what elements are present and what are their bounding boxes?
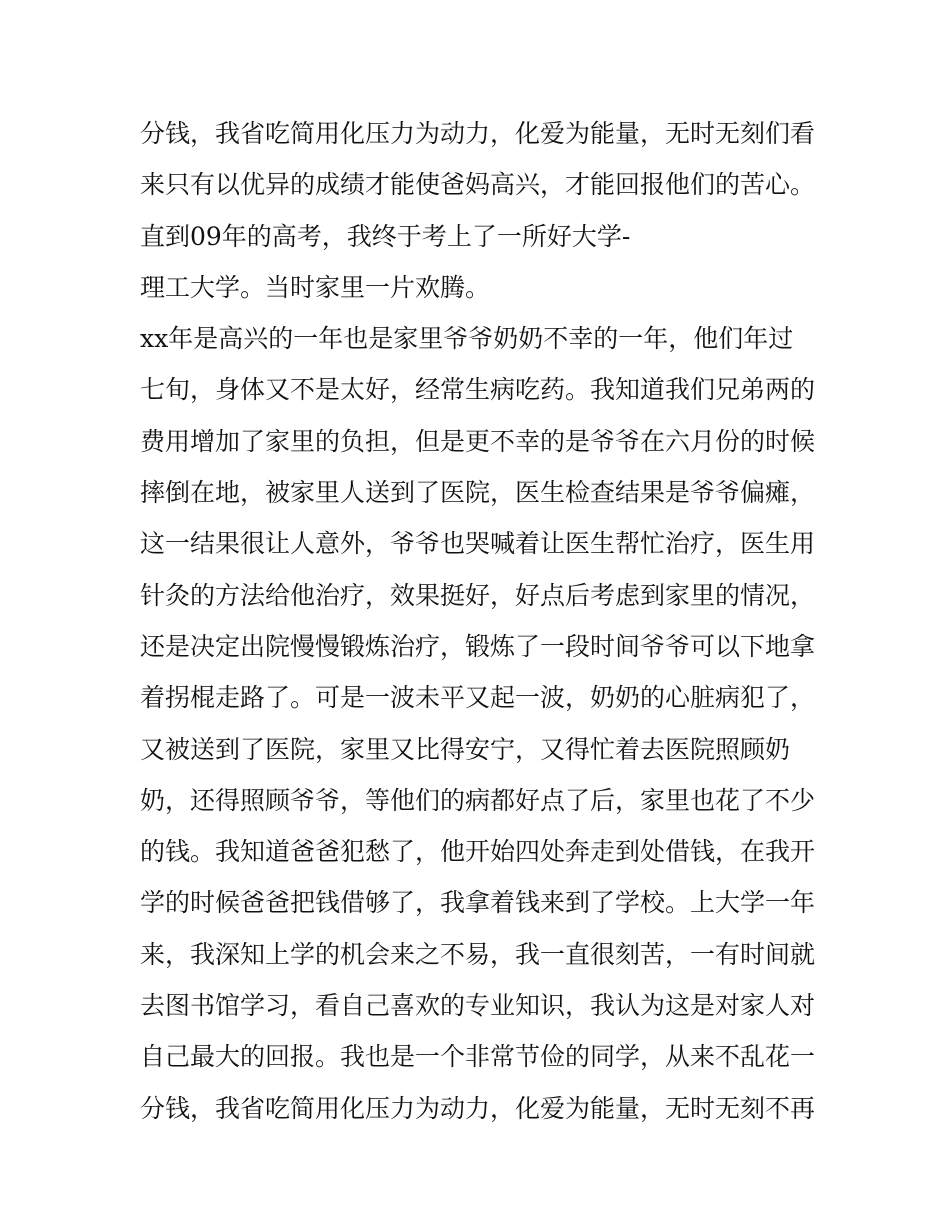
text-line: 来，我深知上学的机会来之不易，我一直很刻苦，一有时间就 [140,939,816,969]
text-line: 又被送到了医院，家里又比得安宁，又得忙着去医院照顾奶 [140,734,791,764]
text-line: 学的时候爸爸把钱借够了，我拿着钱来到了学校。上大学一年 [140,888,816,918]
text-line: 理工大学。当时家里一片欢腾。 [140,272,491,302]
text-line: 自己最大的回报。我也是一个非常节俭的同学，从来不乱花一 [140,1042,816,1072]
text-line: 针灸的方法给他治疗，效果挺好，好点后考虑到家里的情况， [140,580,816,610]
text-line: 去图书馆学习，看自己喜欢的专业知识，我认为这是对家人对 [140,991,816,1021]
text-line: 摔倒在地，被家里人送到了医院，医生检查结果是爷爷偏瘫， [140,478,816,508]
text-line: 还是决定出院慢慢锻炼治疗，锻炼了一段时间爷爷可以下地拿 [140,631,816,661]
text-line: xx年是高兴的一年也是家里爷爷奶奶不幸的一年，他们年过 [140,324,794,354]
text-line: 的钱。我知道爸爸犯愁了，他开始四处奔走到处借钱，在我开 [140,837,816,867]
text-line: 分钱，我省吃简用化压力为动力，化爱为能量，无时无刻不再 [140,1093,816,1123]
body-text [140,108,830,1134]
text-line: 着拐棍走路了。可是一波未平又起一波，奶奶的心脏病犯了， [140,683,816,713]
text-line: 七旬，身体又不是太好，经常生病吃药。我知道我们兄弟两的 [140,375,816,405]
text-line: 费用增加了家里的负担，但是更不幸的是爷爷在六月份的时候 [140,426,816,456]
text-line: 来只有以优异的成绩才能使爸妈高兴，才能回报他们的苦心。 [140,170,816,200]
text-line: 这一结果很让人意外，爷爷也哭喊着让医生帮忙治疗，医生用 [140,529,816,559]
text-line: 奶，还得照顾爷爷，等他们的病都好点了后，家里也花了不少 [140,785,816,815]
text-line: 直到09年的高考，我终于考上了一所好大学- [140,221,631,251]
text-line: 分钱，我省吃简用化压力为动力，化爱为能量，无时无刻们看 [140,119,816,148]
